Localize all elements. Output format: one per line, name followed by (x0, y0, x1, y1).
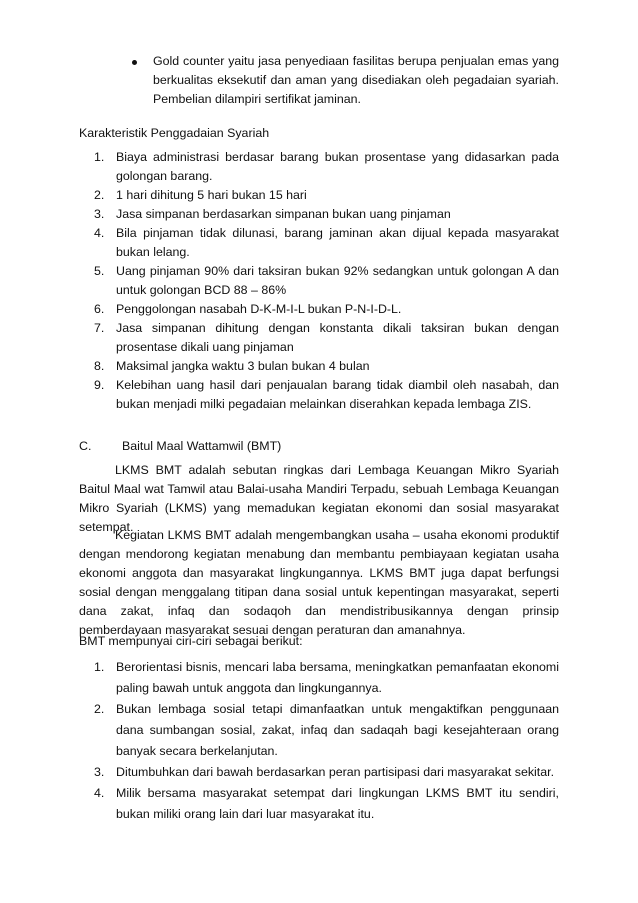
list-item: 3. Ditumbuhkan dari bawah berdasarkan peran partisipasi dari masyarakat sekitar. (94, 765, 555, 779)
paragraph-lkms-definition: LKMS BMT adalah sebutan ringkas dari Lembaga Keuangan Mikro Syariah Baitul Maal wat Tamwil atau Balai-usaha Mandiri Terpadu, sebuah Lembaga Keuangan Mikro Syariah (LKMS) yang memadukan kegiatan ekonomi dan sosial masyarakat setempat. (79, 463, 559, 534)
bullet-text: Gold counter yaitu jasa penyediaan fasilitas berupa penjualan emas yang berkualitas eksekutif dan aman yang disediakan oleh pegadaian syariah. Pembelian dilampiri sertifikat jaminan. (153, 54, 559, 106)
list-item: 3. Jasa simpanan berdasarkan simpanan bukan uang pinjaman (94, 207, 451, 221)
list-item: 1. Berorientasi bisnis, mencari laba bersama, meningkatkan pemanfaatan ekonomi paling bawah untuk anggota dan lingkungannya. (94, 660, 559, 695)
list-item: 5. Uang pinjaman 90% dari taksiran bukan 92% sedangkan untuk golongan A dan untuk golongan BCD 88 – 86% (94, 264, 559, 297)
list-item: 9. Kelebihan uang hasil dari penjaualan barang tidak diambil oleh nasabah, dan bukan menjadi milki pegadaian melainkan diserahkan kepada lembaga ZIS. (94, 378, 559, 411)
list-item: 2. 1 hari dihitung 5 hari bukan 15 hari (94, 188, 307, 202)
heading-karakteristik: Karakteristik Penggadaian Syariah (79, 126, 270, 140)
bullet-dot-icon (132, 60, 137, 65)
section-letter: C. (79, 439, 92, 453)
list-item: 1. Biaya administrasi berdasar barang bukan prosentase yang didasarkan pada golongan barang. (94, 150, 559, 183)
list-item: 2. Bukan lembaga sosial tetapi dimanfaatkan untuk mengaktifkan penggunaan dana sumbangan sosial, zakat, infaq dan sadaqah bagi kesejahteraan orang banyak secara berkelanjutan. (94, 702, 559, 758)
bullet-item-gold-counter (132, 52, 559, 109)
section-title: Baitul Maal Wattamwil (BMT) (122, 439, 282, 453)
bmt-characteristics-intro: BMT mempunyai ciri-ciri sebagai berikut: (79, 634, 303, 648)
list-item: 7. Jasa simpanan dihitung dengan konstanta dikali taksiran bukan dengan prosentase dikali uang pinjaman (94, 321, 559, 354)
karakteristik-list (79, 148, 559, 414)
bmt-characteristics-list (79, 657, 559, 825)
list-item: 8. Maksimal jangka waktu 3 bulan bukan 4 bulan (94, 359, 370, 373)
list-item: 6. Penggolongan nasabah D-K-M-I-L bukan P-N-I-D-L. (94, 302, 402, 316)
paragraph-lkms-activities: Kegiatan LKMS BMT adalah mengembangkan usaha – usaha ekonomi produktif dengan mendorong kegiatan menabung dan membantu pembiayaan kegiatan usaha ekonomi anggota dan masyarakat lingkungannya. LKMS BMT juga dapat berfungsi sosial dengan menggalang titipan dana sosial untuk kepentingan masyarakat, seperti dana zakat, infaq dan sodaqoh dan mendistribusikannya dengan prinsip pemberdayaan masyarakat sesuai dengan peraturan dan amanahnya. (79, 528, 559, 637)
list-item: 4. Milik bersama masyarakat setempat dari lingkungan LKMS BMT itu sendiri, bukan miliki orang lain dari luar masyarakat itu. (94, 786, 559, 821)
list-item: 4. Bila pinjaman tidak dilunasi, barang jaminan akan dijual kepada masyarakat bukan lelang. (94, 226, 559, 259)
